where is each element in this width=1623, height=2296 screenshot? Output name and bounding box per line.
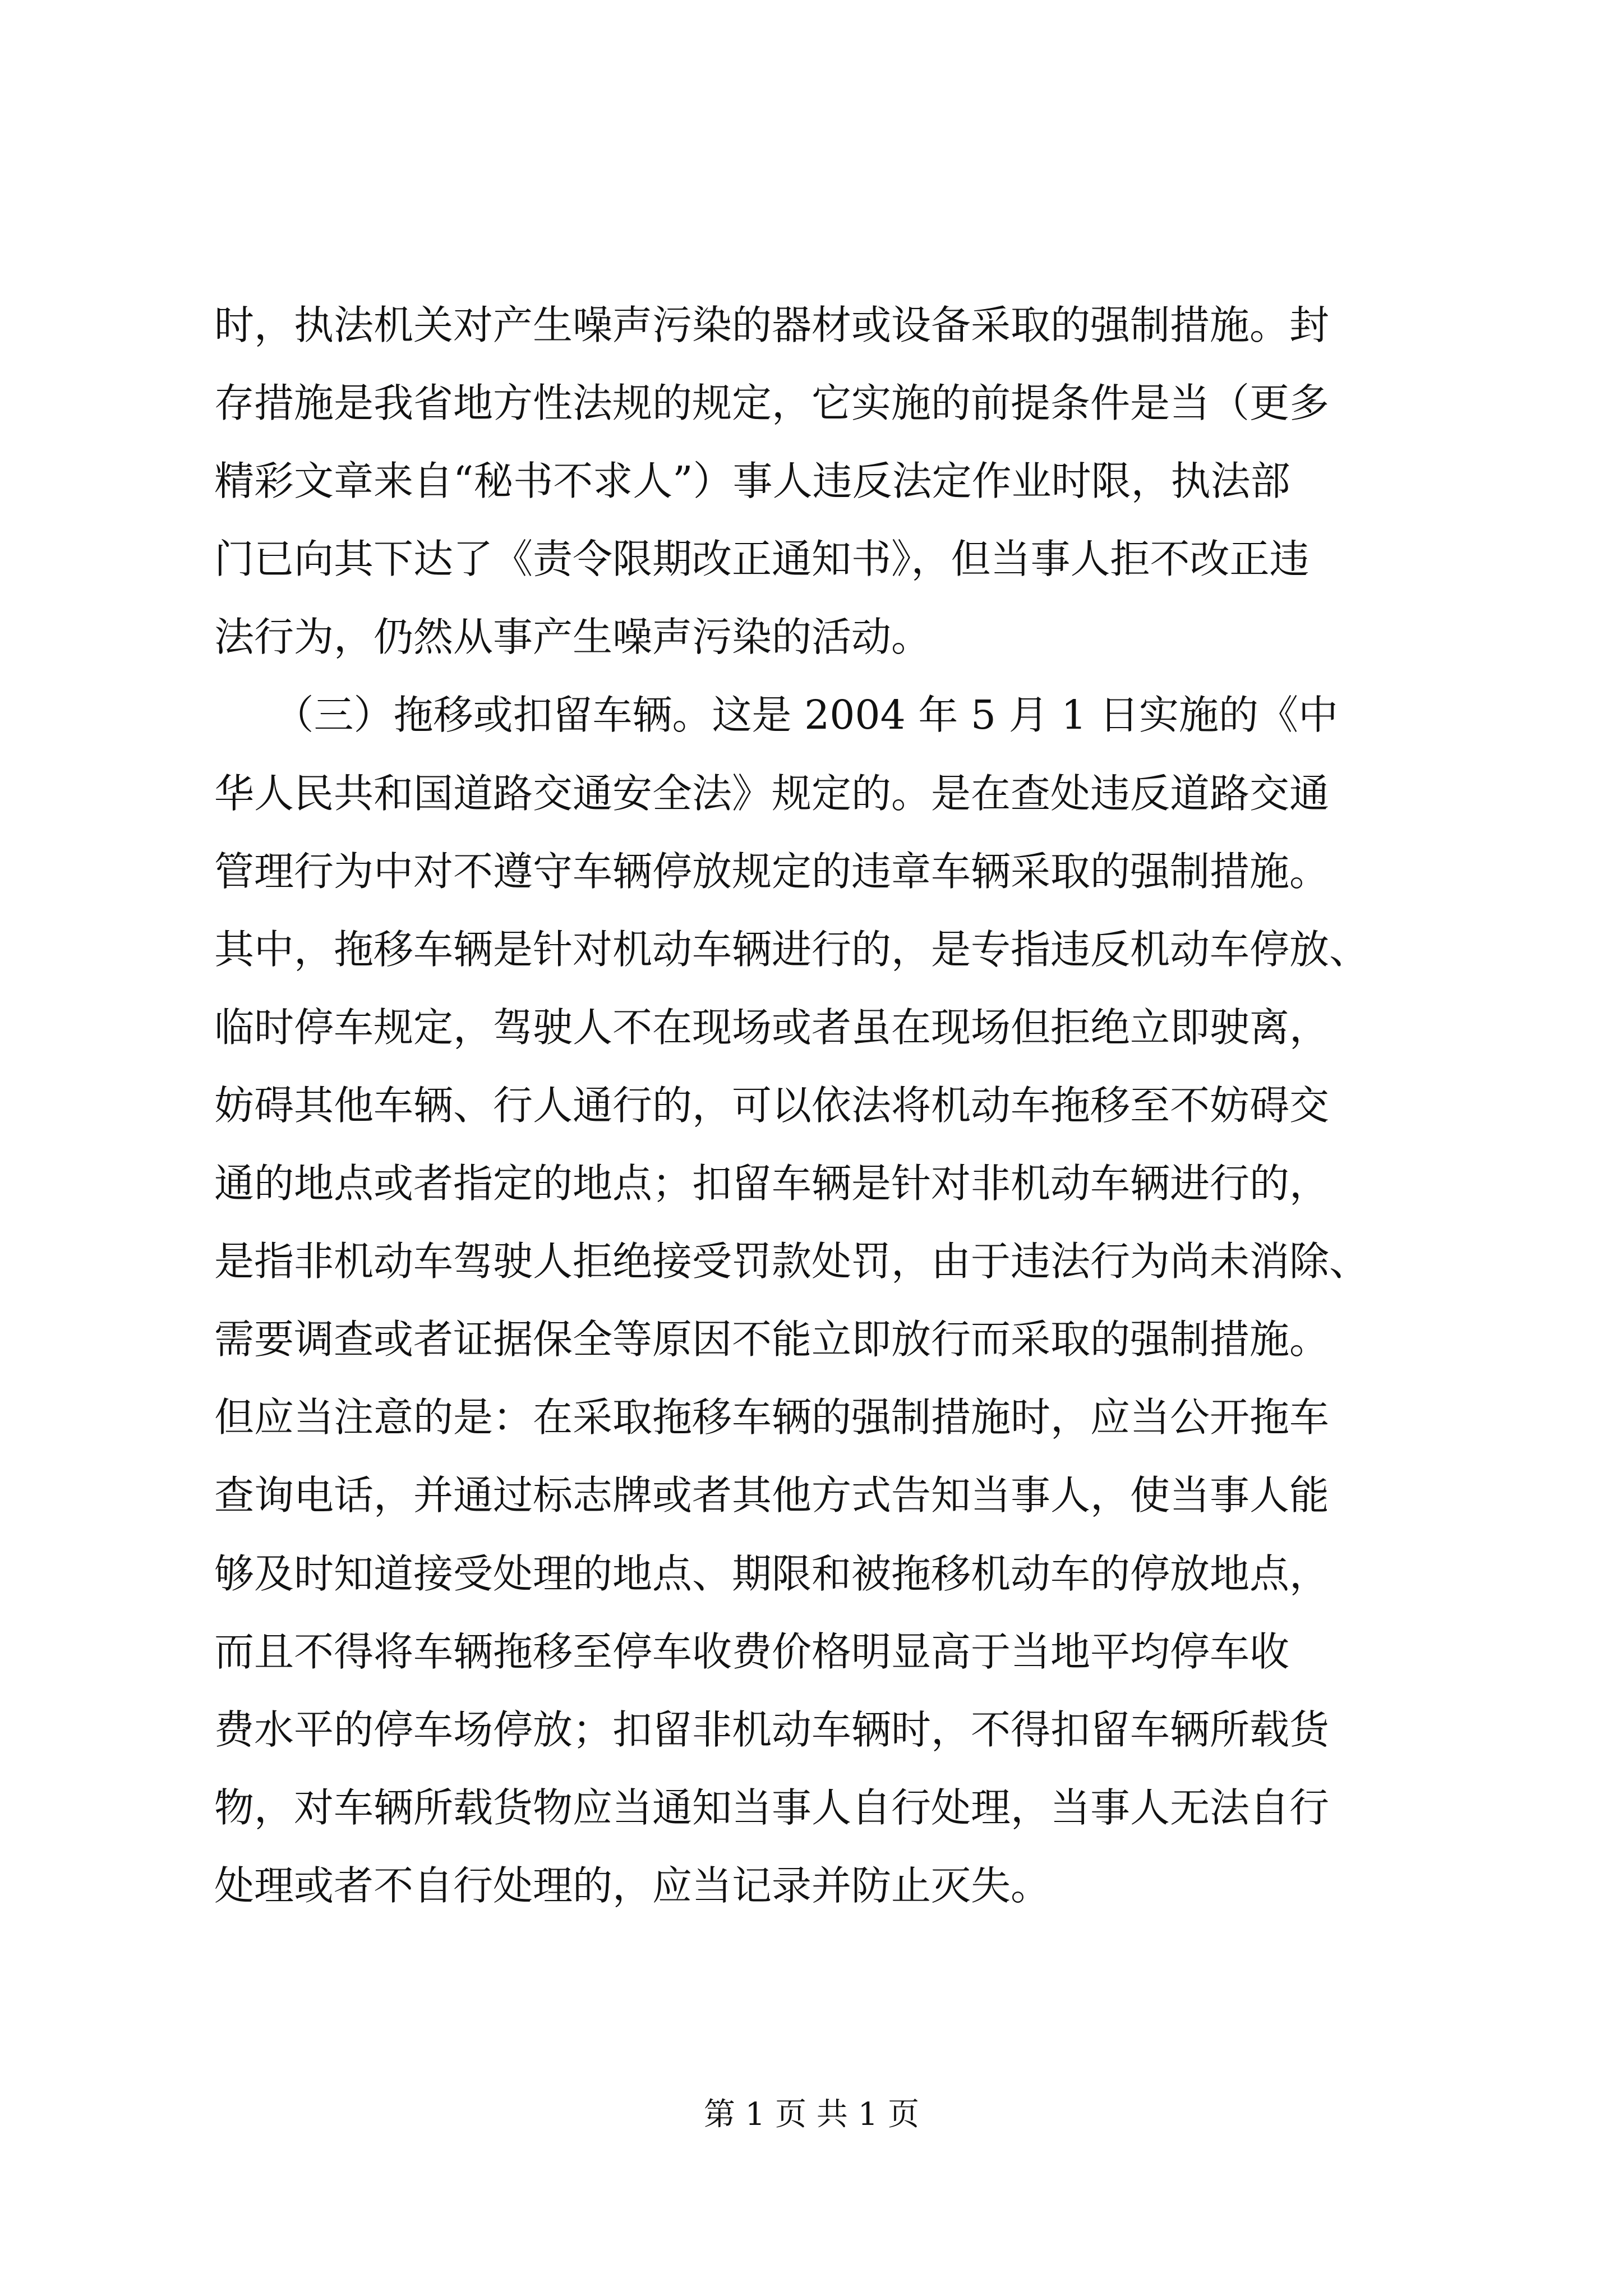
text-line: 门已向其下达了《责令限期改正通知书》，但当事人拒不改正违 [214, 536, 1310, 583]
text-line: （三）拖移或扣留车辆。这是 2004 年 5 月 1 日实施的《中 [214, 692, 1338, 739]
text-line: 华人民共和国道路交通安全法》规定的。是在查处违反道路交通 [214, 770, 1330, 817]
text-line: 需要调查或者证据保全等原因不能立即放行而采取的强制措施。 [214, 1316, 1330, 1363]
text-line: 查询电话，并通过标志牌或者其他方式告知当事人，使当事人能 [214, 1472, 1330, 1519]
text-line: 通的地点或者指定的地点；扣留车辆是针对非机动车辆进行的， [214, 1160, 1330, 1207]
text-line: 其中，拖移车辆是针对机动车辆进行的，是专指违反机动车停放、 [214, 926, 1370, 973]
text-line: 够及时知道接受处理的地点、期限和被拖移机动车的停放地点， [214, 1550, 1330, 1597]
text-line: 而且不得将车辆拖移至停车收费价格明显高于当地平均停车收 [214, 1628, 1290, 1675]
body-text [214, 286, 1409, 1925]
text-line: 法行为，仍然从事产生噪声污染的活动。 [214, 614, 932, 661]
text-line: 处理或者不自行处理的，应当记录并防止灭失。 [214, 1862, 1051, 1909]
text-line: 物，对车辆所载货物应当通知当事人自行处理，当事人无法自行 [214, 1784, 1330, 1831]
page-footer: 第 1 页 共 1 页 [703, 2096, 920, 2133]
text-line: 费水平的停车场停放；扣留非机动车辆时，不得扣留车辆所载货 [214, 1706, 1330, 1753]
text-line: 临时停车规定，驾驶人不在现场或者虽在现场但拒绝立即驶离， [214, 1004, 1330, 1051]
text-line: 存措施是我省地方性法规的规定，它实施的前提条件是当（更多 [214, 380, 1330, 427]
text-line: 管理行为中对不遵守车辆停放规定的违章车辆采取的强制措施。 [214, 848, 1330, 895]
text-line: 妨碍其他车辆、行人通行的，可以依法将机动车拖移至不妨碍交 [214, 1082, 1330, 1129]
text-line: 但应当注意的是：在采取拖移车辆的强制措施时，应当公开拖车 [214, 1394, 1330, 1441]
text-line: 时，执法机关对产生噪声污染的器材或设备采取的强制措施。封 [214, 302, 1330, 348]
text-line: 是指非机动车驾驶人拒绝接受罚款处罚，由于违法行为尚未消除、 [214, 1238, 1370, 1285]
text-line: 精彩文章来自“秘书不求人”）事人违反法定作业时限，执法部 [214, 458, 1290, 505]
